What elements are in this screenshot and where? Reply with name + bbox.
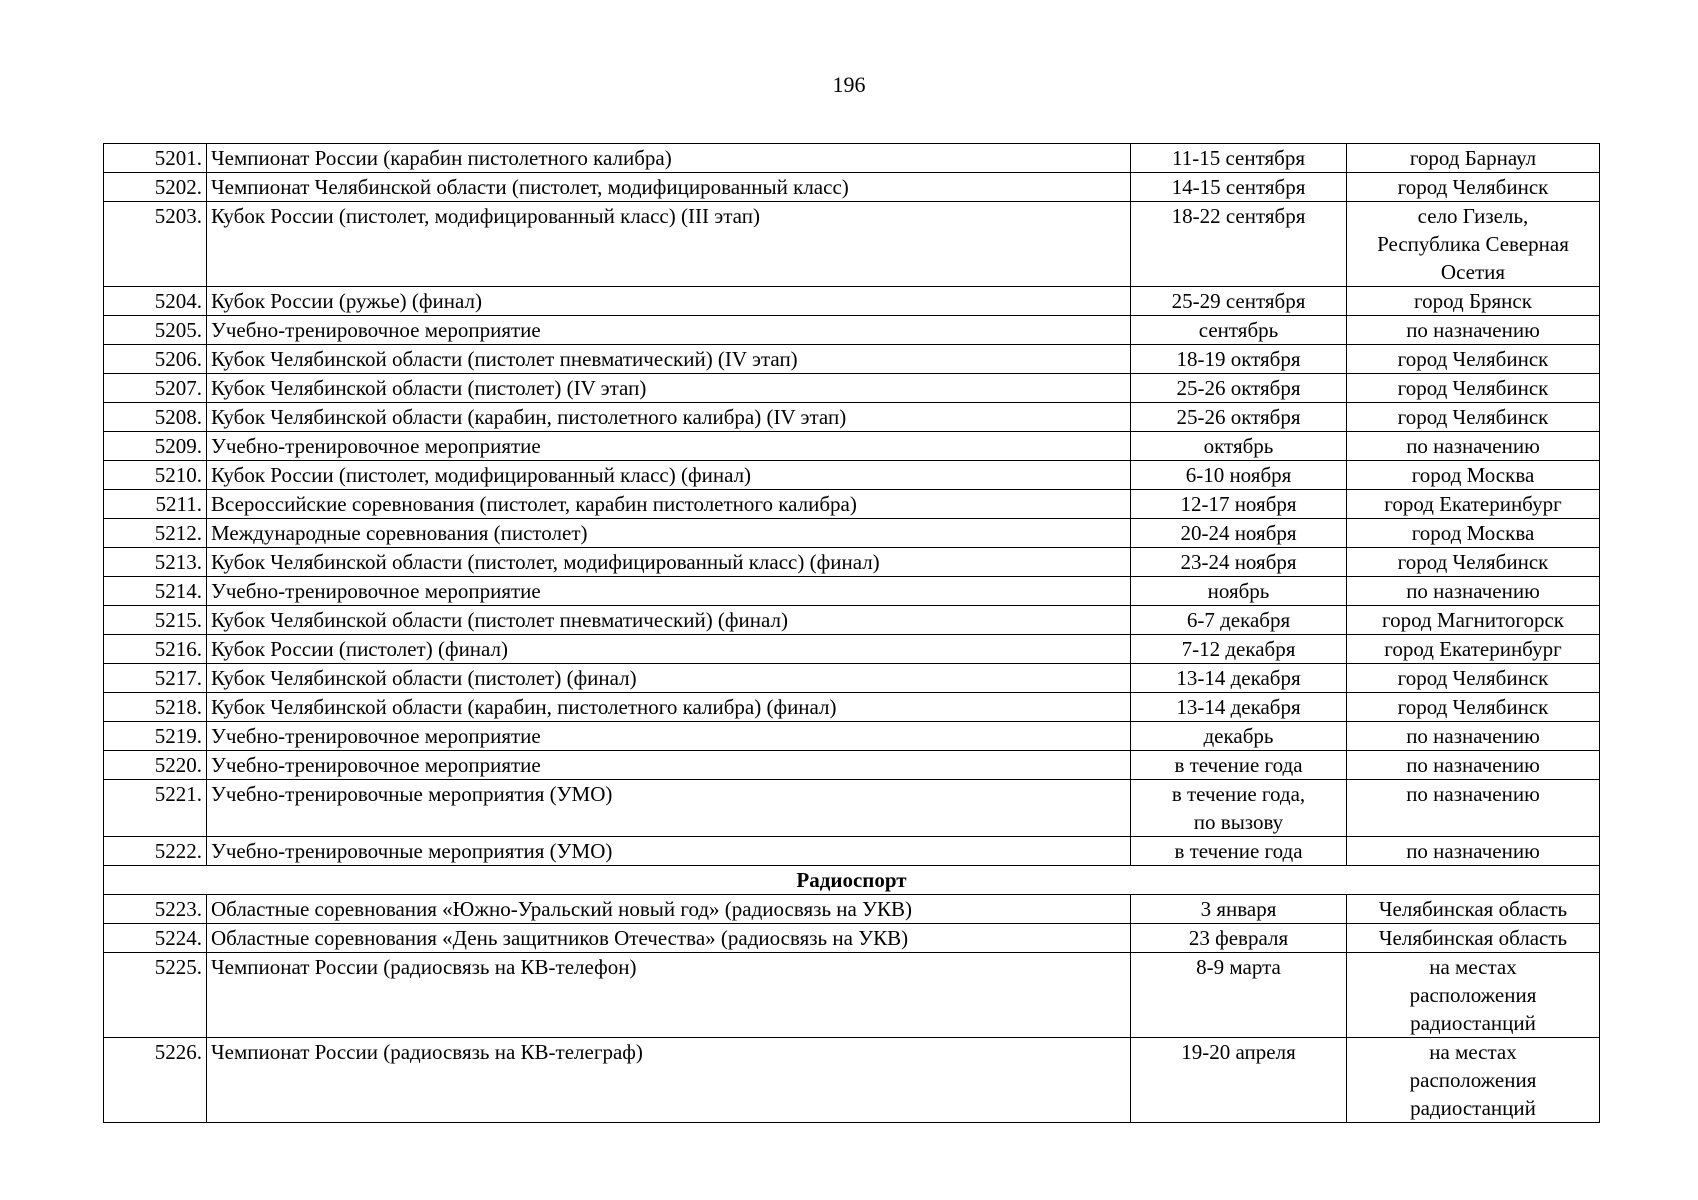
event-number: 5206. <box>104 345 207 374</box>
event-name: Кубок Челябинской области (карабин, пистолетного калибра) (IV этап) <box>207 403 1131 432</box>
event-number: 5204. <box>104 287 207 316</box>
event-date-line: 13-14 декабря <box>1176 666 1301 690</box>
event-date <box>1131 751 1347 780</box>
event-place-line: Республика Северная <box>1377 232 1569 256</box>
table-row <box>104 664 1600 693</box>
table-row <box>104 316 1600 345</box>
event-name: Кубок России (пистолет, модифицированный класс) (III этап) <box>207 202 1131 287</box>
event-place <box>1347 664 1600 693</box>
table-row <box>104 722 1600 751</box>
event-date <box>1131 144 1347 173</box>
event-place-line: город Челябинск <box>1397 376 1549 400</box>
event-place <box>1347 461 1600 490</box>
event-date-line: 12-17 ноября <box>1180 492 1297 516</box>
event-date <box>1131 693 1347 722</box>
event-date <box>1131 374 1347 403</box>
event-date-line: 6-10 ноября <box>1185 463 1292 487</box>
event-date-line: 13-14 декабря <box>1176 695 1301 719</box>
event-number: 5212. <box>104 519 207 548</box>
events-table-body-part2 <box>104 895 1600 1123</box>
event-number: 5214. <box>104 577 207 606</box>
event-number: 5210. <box>104 461 207 490</box>
event-number: 5222. <box>104 837 207 866</box>
event-place <box>1347 722 1600 751</box>
event-name: Учебно-тренировочные мероприятия (УМО) <box>207 780 1131 837</box>
event-place-line: город Челябинск <box>1397 550 1549 574</box>
event-name: Кубок Челябинской области (пистолет) (финал) <box>207 664 1131 693</box>
event-name: Чемпионат Челябинской области (пистолет, модифицированный класс) <box>207 173 1131 202</box>
event-number: 5202. <box>104 173 207 202</box>
event-date-line: 18-22 сентября <box>1171 204 1306 228</box>
event-date <box>1131 780 1347 837</box>
event-place-line: город Москва <box>1411 463 1535 487</box>
event-place-line: на местах <box>1429 955 1517 979</box>
event-number: 5201. <box>104 144 207 173</box>
table-row <box>104 202 1600 287</box>
event-place <box>1347 780 1600 837</box>
event-place-line: Челябинская область <box>1378 926 1568 950</box>
event-number: 5221. <box>104 780 207 837</box>
event-date <box>1131 635 1347 664</box>
event-date <box>1131 606 1347 635</box>
event-place-line: город Екатеринбург <box>1384 637 1562 661</box>
event-name: Областные соревнования «Южно-Уральский новый год» (радиосвязь на УКВ) <box>207 895 1131 924</box>
event-place <box>1347 577 1600 606</box>
event-place-line: по назначению <box>1406 839 1540 863</box>
event-place-line: город Брянск <box>1414 289 1532 313</box>
table-row <box>104 548 1600 577</box>
event-place-line: расположения <box>1409 1068 1537 1092</box>
event-name: Учебно-тренировочное мероприятие <box>207 316 1131 345</box>
event-place-line: город Магнитогорск <box>1381 608 1565 632</box>
event-date <box>1131 173 1347 202</box>
event-date-line: 14-15 сентября <box>1171 175 1306 199</box>
event-date <box>1131 577 1347 606</box>
event-place-line: расположения <box>1409 983 1537 1007</box>
event-date <box>1131 403 1347 432</box>
event-date-line: 18-19 октября <box>1176 347 1301 371</box>
event-number: 5225. <box>104 953 207 1038</box>
event-date <box>1131 461 1347 490</box>
event-number: 5220. <box>104 751 207 780</box>
event-date <box>1131 287 1347 316</box>
event-name: Чемпионат России (радиосвязь на КВ-телеграф) <box>207 1038 1131 1123</box>
event-number: 5209. <box>104 432 207 461</box>
table-row <box>104 173 1600 202</box>
event-date <box>1131 202 1347 287</box>
event-place <box>1347 345 1600 374</box>
event-place-line: город Екатеринбург <box>1384 492 1562 516</box>
section-header-row-group <box>104 866 1600 895</box>
table-row <box>104 635 1600 664</box>
event-date-line: 25-26 октября <box>1176 376 1301 400</box>
event-date <box>1131 519 1347 548</box>
table-row <box>104 1038 1600 1123</box>
event-number: 5226. <box>104 1038 207 1123</box>
event-date-line: в течение года <box>1174 753 1303 777</box>
event-name: Кубок Челябинской области (пистолет, модифицированный класс) (финал) <box>207 548 1131 577</box>
table-row <box>104 751 1600 780</box>
event-date-line: 8-9 марта <box>1196 955 1281 979</box>
event-place <box>1347 519 1600 548</box>
event-name: Кубок России (пистолет, модифицированный класс) (финал) <box>207 461 1131 490</box>
event-place-line: по назначению <box>1406 753 1540 777</box>
event-date <box>1131 345 1347 374</box>
event-number: 5207. <box>104 374 207 403</box>
event-place <box>1347 173 1600 202</box>
event-date-line: по вызову <box>1193 810 1284 834</box>
events-table <box>103 143 1600 1123</box>
event-date-line: в течение года <box>1174 839 1303 863</box>
event-date <box>1131 722 1347 751</box>
event-name: Чемпионат России (карабин пистолетного калибра) <box>207 144 1131 173</box>
event-place <box>1347 693 1600 722</box>
event-date <box>1131 664 1347 693</box>
event-place <box>1347 837 1600 866</box>
table-row <box>104 837 1600 866</box>
event-place <box>1347 953 1600 1038</box>
event-place <box>1347 490 1600 519</box>
event-name: Чемпионат России (радиосвязь на КВ-телефон) <box>207 953 1131 1038</box>
event-date-line: 23 февраля <box>1188 926 1289 950</box>
event-date <box>1131 490 1347 519</box>
event-place-line: город Челябинск <box>1397 175 1549 199</box>
table-row <box>104 461 1600 490</box>
event-date-line: 19-20 апреля <box>1181 1040 1296 1064</box>
event-place-line: город Челябинск <box>1397 666 1549 690</box>
event-place-line: город Челябинск <box>1397 405 1549 429</box>
event-place <box>1347 751 1600 780</box>
event-place-line: по назначению <box>1406 579 1540 603</box>
table-row <box>104 490 1600 519</box>
table-row <box>104 780 1600 837</box>
event-place-line: город Челябинск <box>1397 695 1549 719</box>
event-name: Кубок Челябинской области (пистолет) (IV этап) <box>207 374 1131 403</box>
event-date-line: 20-24 ноября <box>1180 521 1297 545</box>
event-number: 5224. <box>104 924 207 953</box>
event-number: 5215. <box>104 606 207 635</box>
event-place <box>1347 1038 1600 1123</box>
event-place-line: по назначению <box>1406 782 1540 806</box>
table-row <box>104 345 1600 374</box>
event-date-line: сентябрь <box>1198 318 1279 342</box>
event-date-line: 3 января <box>1200 897 1277 921</box>
event-number: 5211. <box>104 490 207 519</box>
event-date <box>1131 953 1347 1038</box>
event-date <box>1131 837 1347 866</box>
event-place <box>1347 548 1600 577</box>
event-place <box>1347 144 1600 173</box>
event-date <box>1131 895 1347 924</box>
table-row <box>104 953 1600 1038</box>
section-title: Радиоспорт <box>104 866 1600 895</box>
events-table-body-part1 <box>104 144 1600 866</box>
event-name: Кубок Челябинской области (пистолет пневматический) (IV этап) <box>207 345 1131 374</box>
event-place <box>1347 924 1600 953</box>
event-date-line: 23-24 ноября <box>1180 550 1297 574</box>
event-date <box>1131 1038 1347 1123</box>
event-number: 5216. <box>104 635 207 664</box>
event-name: Кубок Челябинской области (карабин, пистолетного калибра) (финал) <box>207 693 1131 722</box>
event-place-line: радиостанций <box>1410 1096 1536 1120</box>
event-place-line: Осетия <box>1440 260 1506 284</box>
table-row <box>104 374 1600 403</box>
event-number: 5213. <box>104 548 207 577</box>
event-name: Кубок России (ружье) (финал) <box>207 287 1131 316</box>
event-place <box>1347 202 1600 287</box>
event-number: 5223. <box>104 895 207 924</box>
event-name: Международные соревнования (пистолет) <box>207 519 1131 548</box>
table-row <box>104 606 1600 635</box>
event-date <box>1131 548 1347 577</box>
table-row <box>104 403 1600 432</box>
event-number: 5219. <box>104 722 207 751</box>
event-name: Кубок Челябинской области (пистолет пневматический) (финал) <box>207 606 1131 635</box>
table-row <box>104 432 1600 461</box>
event-name: Учебно-тренировочное мероприятие <box>207 432 1131 461</box>
event-place-line: Челябинская область <box>1378 897 1568 921</box>
event-date-line: 6-7 декабря <box>1186 608 1291 632</box>
event-date-line: декабрь <box>1203 724 1274 748</box>
event-date-line: 25-26 октября <box>1176 405 1301 429</box>
event-date-line: октябрь <box>1203 434 1274 458</box>
event-date <box>1131 316 1347 345</box>
event-place <box>1347 432 1600 461</box>
event-place <box>1347 606 1600 635</box>
event-name: Учебно-тренировочное мероприятие <box>207 751 1131 780</box>
event-place-line: по назначению <box>1406 434 1540 458</box>
event-date <box>1131 432 1347 461</box>
event-place-line: город Челябинск <box>1397 347 1549 371</box>
table-row <box>104 577 1600 606</box>
table-row <box>104 287 1600 316</box>
event-date-line: 11-15 сентября <box>1171 146 1305 170</box>
table-row <box>104 519 1600 548</box>
event-number: 5205. <box>104 316 207 345</box>
section-header-row <box>104 866 1600 895</box>
event-name: Учебно-тренировочное мероприятие <box>207 577 1131 606</box>
event-place <box>1347 287 1600 316</box>
page-number: 196 <box>832 72 866 97</box>
event-name: Учебно-тренировочные мероприятия (УМО) <box>207 837 1131 866</box>
event-date-line: 25-29 сентября <box>1171 289 1306 313</box>
event-place <box>1347 374 1600 403</box>
table-row <box>104 895 1600 924</box>
event-date-line: ноябрь <box>1207 579 1270 603</box>
event-place-line: по назначению <box>1406 724 1540 748</box>
event-place <box>1347 403 1600 432</box>
event-place-line: на местах <box>1429 1040 1517 1064</box>
event-date <box>1131 924 1347 953</box>
event-number: 5208. <box>104 403 207 432</box>
event-date-line: 7-12 декабря <box>1181 637 1296 661</box>
event-name: Всероссийские соревнования (пистолет, карабин пистолетного калибра) <box>207 490 1131 519</box>
event-name: Областные соревнования «День защитников Отечества» (радиосвязь на УКВ) <box>207 924 1131 953</box>
event-place-line: город Москва <box>1411 521 1535 545</box>
table-row <box>104 144 1600 173</box>
event-place <box>1347 635 1600 664</box>
event-place-line: радиостанций <box>1410 1011 1536 1035</box>
event-number: 5217. <box>104 664 207 693</box>
table-row <box>104 693 1600 722</box>
event-number: 5218. <box>104 693 207 722</box>
event-date-line: в течение года, <box>1171 782 1306 806</box>
event-number: 5203. <box>104 202 207 287</box>
event-name: Учебно-тренировочное мероприятие <box>207 722 1131 751</box>
table-row <box>104 924 1600 953</box>
event-name: Кубок России (пистолет) (финал) <box>207 635 1131 664</box>
event-place <box>1347 316 1600 345</box>
event-place <box>1347 895 1600 924</box>
event-place-line: по назначению <box>1406 318 1540 342</box>
event-place-line: город Барнаул <box>1409 146 1537 170</box>
event-place-line: село Гизель, <box>1417 204 1529 228</box>
